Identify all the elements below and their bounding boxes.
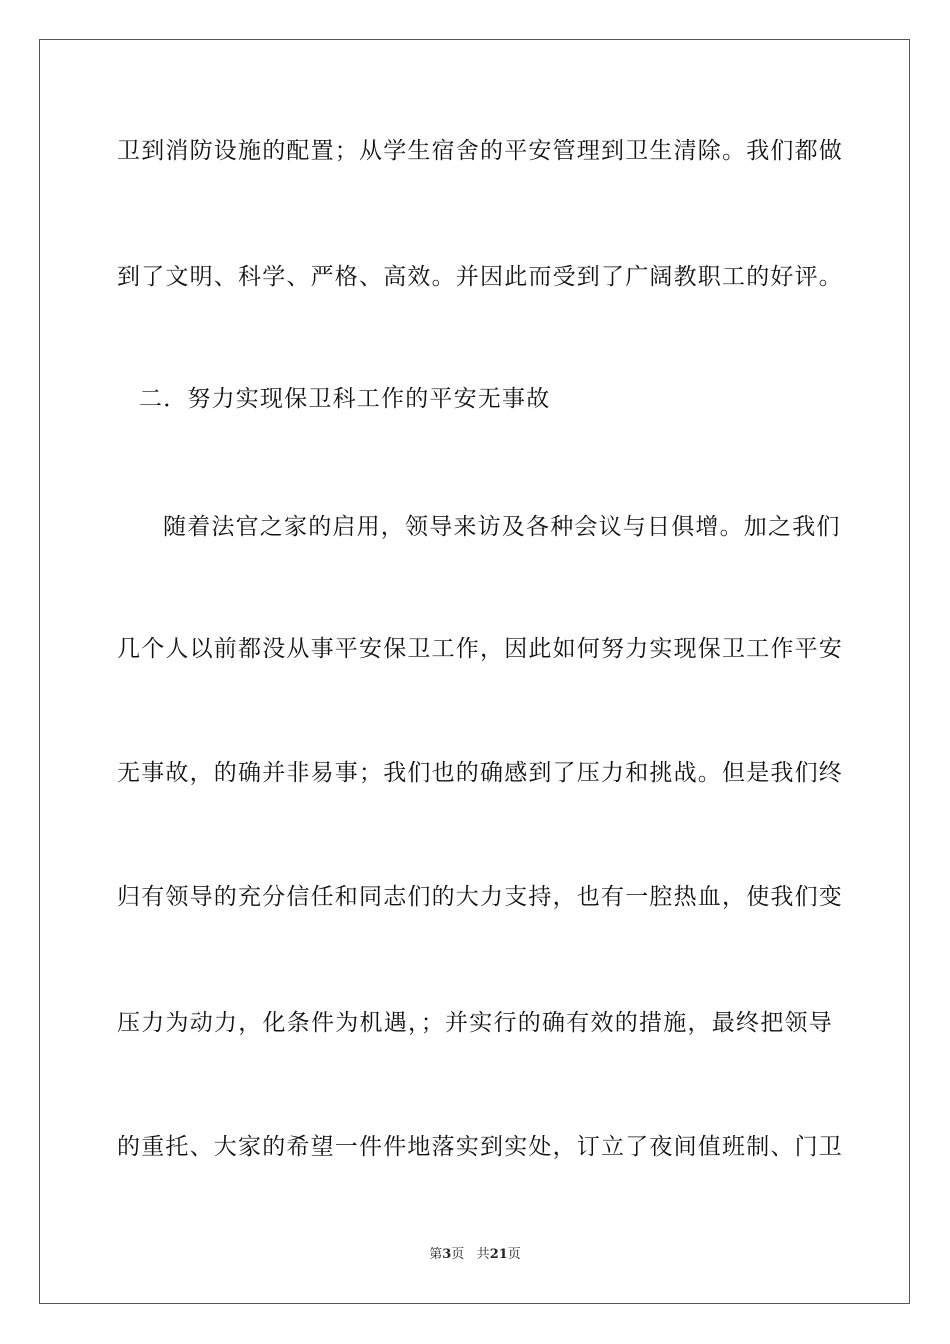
body-line-3: 随着法官之家的启用，领导来访及各种会议与日俱增。加之我们 [163,514,841,540]
footer-total-prefix: 共 [476,1247,490,1262]
footer-page-suffix: 页 [451,1247,465,1262]
body-line-4: 几个人以前都没从事平安保卫工作，因此如何努力实现保卫工作平安 [117,636,843,662]
body-line-6: 归有领导的充分信任和同志们的大力支持，也有一腔热血，使我们变 [117,884,843,910]
body-line-2: 到了文明、科学、严格、高效。并因此而受到了广阔教职工的好评。 [117,264,843,290]
body-line-5: 无事故，的确并非易事；我们也的确感到了压力和挑战。但是我们终 [117,760,843,786]
page-footer [0,1246,950,1264]
body-line-7: 压力为动力，化条件为机遇，；并实行的确有效的措施，最终把领导 [117,1010,833,1036]
body-line-8: 的重托、大家的希望一件件地落实到实处，订立了夜间值班制、门卫 [117,1134,843,1160]
footer-page-number: 3 [442,1247,452,1262]
section-heading: 二．努力实现保卫科工作的平安无事故 [139,386,551,412]
footer-total-pages: 21 [489,1247,508,1262]
body-line-1: 卫到消防设施的配置；从学生宿舍的平安管理到卫生清除。我们都做 [117,138,843,164]
footer-page-prefix: 第 [429,1247,443,1262]
page-border [39,39,910,1304]
footer-total-suffix: 页 [507,1247,521,1262]
